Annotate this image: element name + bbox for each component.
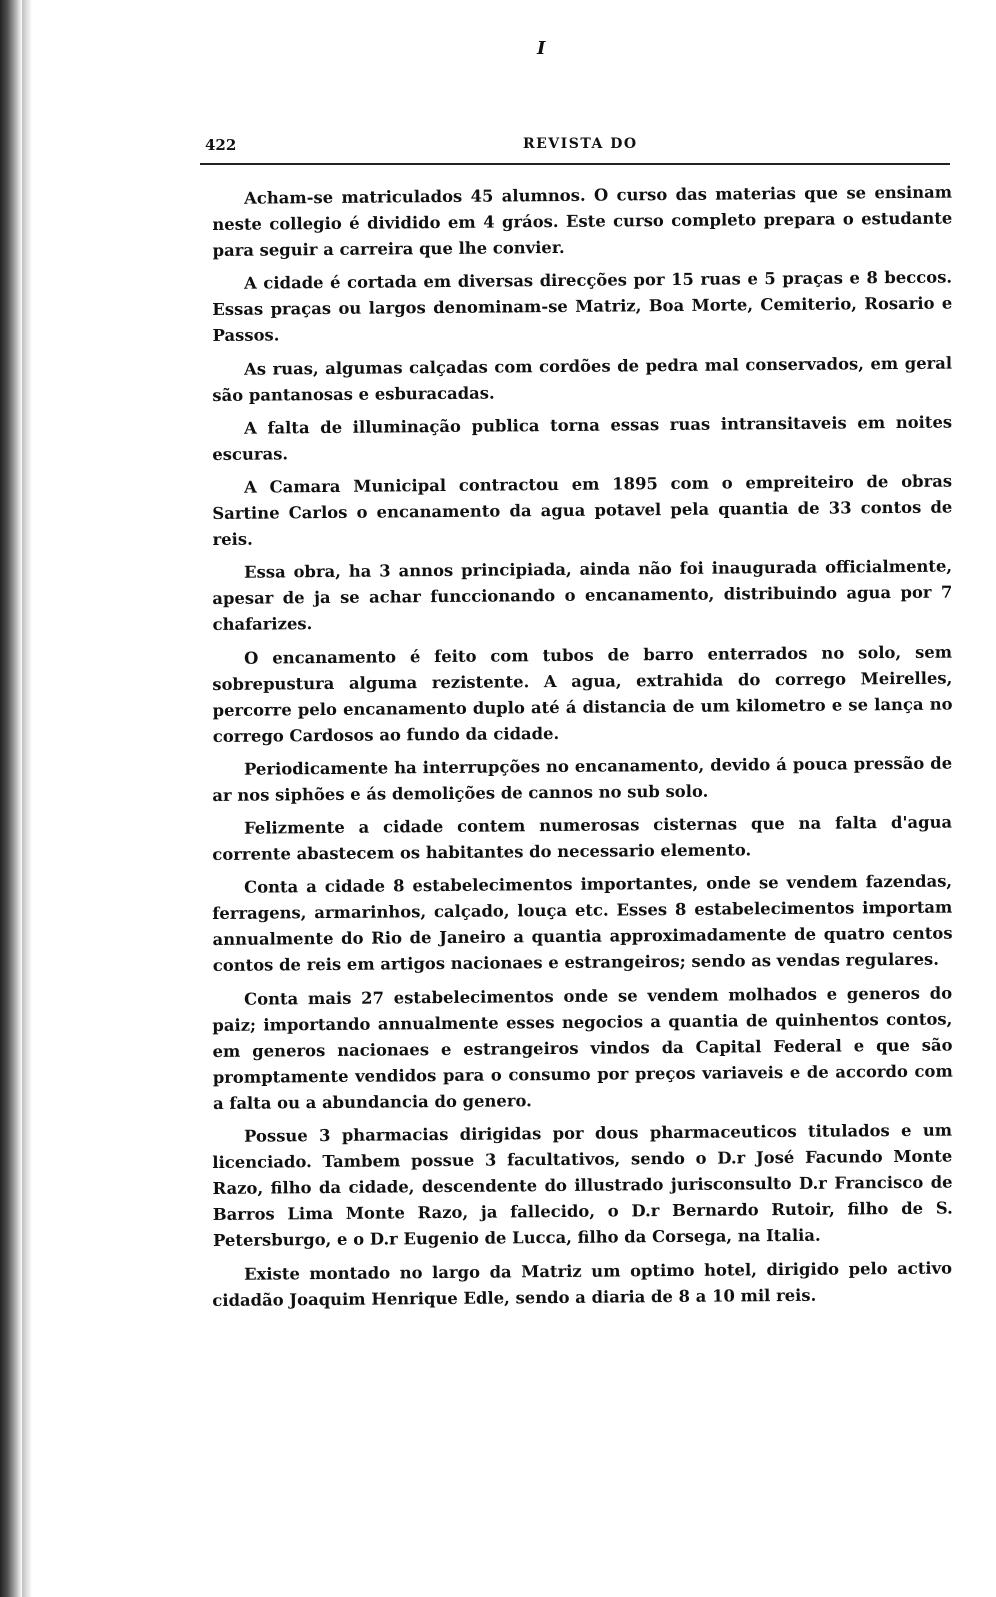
paragraph: Existe montado no largo da Matriz um optimo hotel, dirigido pelo activo cidadão Joaquim Henrique Edle, sendo a diaria de 8 a 10 mil reis.	[212, 1258, 953, 1310]
page-binding-gradient	[22, 0, 32, 1597]
paragraph: A Camara Municipal contractou em 1895 com o empreiteiro de obras Sartine Carlos o encanamento da agua potavel pela quantia de 33 contos de reis.	[212, 471, 953, 550]
running-head: REVISTA DO	[523, 136, 638, 152]
stray-mark: I	[537, 38, 546, 59]
page-header	[205, 136, 950, 160]
paragraph: Felizmente a cidade contem numerosas cisternas que na falta d'agua corrente abastecem os habitantes do necessario elemento.	[212, 812, 953, 865]
paragraph: Conta mais 27 estabelecimentos onde se vendem molhados e generos do paiz; importando annualmente esses negocios a quantia de quinhentos contos, em generos nacionaes e estrangeiros vindos da Capital Federal e que são promptamente vendidos para o consumo por preços variaveis e de accordo com a falta ou a abundancia do genero.	[212, 983, 953, 1113]
header-rule	[200, 163, 950, 165]
paragraph: Possue 3 pharmacias dirigidas por dous pharmaceuticos titulados e um licenciado. Tambem possue 3 facultativos, sendo o D.r José Facundo Monte Razo, filho da cidade, descendente do illustrado jurisconsulto D.r Francisco de Barros Lima Monte Razo, ja fallecido, o D.r Bernardo Rutoir, filho de S. Petersburgo, e o D.r Eugenio de Lucca, filho da Corsega, na Italia.	[212, 1120, 953, 1251]
paragraph: Acham-se matriculados 45 alumnos. O curso das materias que se ensinam neste collegio é dividido em 4 gráos. Este curso completo prepara o estudante para seguir a carreira que lhe convier.	[212, 182, 953, 261]
paragraph: Conta a cidade 8 estabelecimentos importantes, onde se vendem fazendas, ferragens, armarinhos, calçado, louça etc. Esses 8 estabelecimentos importam annualmente do Rio de Janeiro a quantia approximadamente de quatro centos contos de reis em artigos nacionaes e estrangeiros; sendo as vendas regulares.	[212, 871, 953, 976]
page-number: 422	[205, 136, 237, 154]
paragraph: O encanamento é feito com tubos de barro enterrados no solo, sem sobrepustura alguma rezistente. A agua, extrahida do corrego Meirelles, percorre pelo encanamento duplo até á distancia de um kilometro e se lança no corrego Cardosos ao fundo da cidade.	[212, 642, 953, 746]
paragraph: A falta de illuminação publica torna essas ruas intransitaveis em noites escuras.	[212, 412, 953, 464]
paragraph: Periodicamente ha interrupções no encanamento, devido á pouca pressão de ar nos siphões e ás demolições de cannos no sub solo.	[212, 753, 953, 805]
paragraph: Essa obra, ha 3 annos principiada, ainda não foi inaugurada officialmente, apesar de ja se achar funccionando o encanamento, distribuindo agua por 7 chafarizes.	[212, 556, 953, 635]
page-binding-shadow	[0, 0, 22, 1597]
paragraph: A cidade é cortada em diversas direcções por 15 ruas e 5 praças e 8 beccos. Essas praças ou largos denominam-se Matriz, Boa Morte, Cemiterio, Rosario e Passos.	[212, 267, 953, 346]
body-text	[212, 182, 953, 1321]
paragraph: As ruas, algumas calçadas com cordões de pedra mal conservados, em geral são pantanosas e esburacadas.	[212, 353, 953, 405]
